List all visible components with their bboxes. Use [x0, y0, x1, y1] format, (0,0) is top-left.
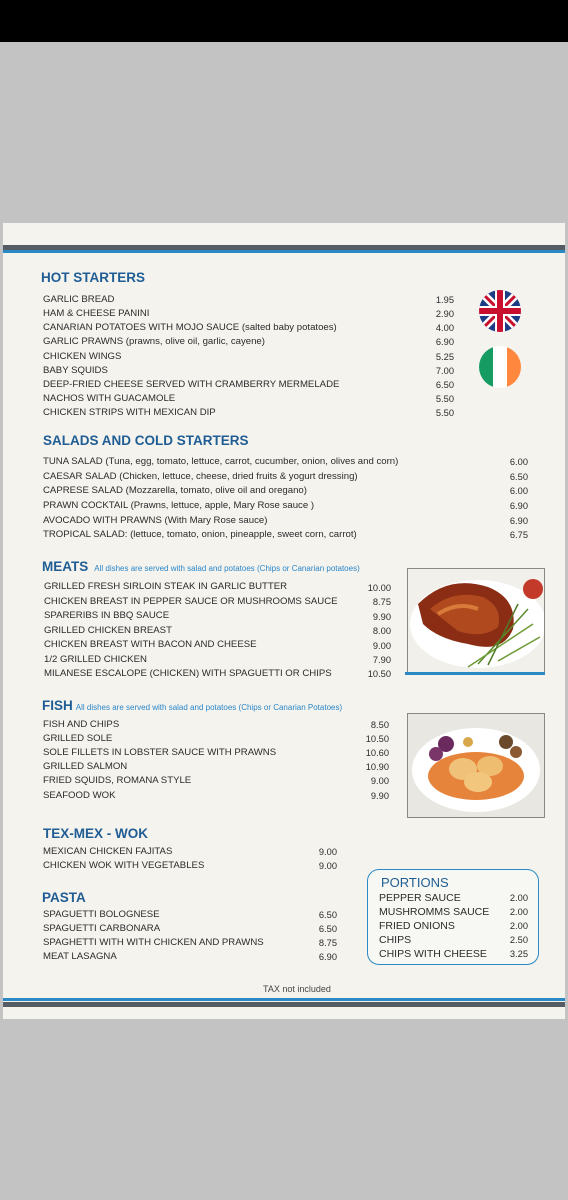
menu-item-price: 8.75: [372, 597, 391, 607]
menu-item-price: 9.00: [370, 776, 389, 786]
section-title-salads: SALADS AND COLD STARTERS: [43, 433, 249, 448]
section-title-texmex: TEX-MEX - WOK: [43, 826, 148, 841]
bottom-rule-blue: [3, 998, 565, 1001]
menu-item-price: 10.90: [365, 762, 389, 772]
menu-item-price: 1.95: [435, 295, 454, 305]
menu-item-name: CAESAR SALAD (Chicken, lettuce, cheese, dried fruits & yogurt dressing): [43, 471, 358, 482]
menu-item-name: CHICKEN WINGS: [43, 351, 122, 362]
menu-item-name: CHIPS WITH CHEESE: [379, 948, 487, 960]
menu-item-price: 10.50: [367, 669, 391, 679]
menu-item-name: SOLE FILLETS IN LOBSTER SAUCE WITH PRAWNS: [43, 747, 277, 758]
menu-item-price: 7.00: [435, 366, 454, 376]
section-title-hot-starters: HOT STARTERS: [41, 270, 145, 285]
menu-item-price: 6.50: [509, 472, 528, 482]
menu-item-name: SEAFOOD WOK: [43, 790, 116, 801]
tax-note: TAX not included: [263, 984, 331, 994]
menu-item-price: 10.60: [365, 748, 389, 758]
menu-item-name: MUSHROMMS SAUCE: [379, 906, 490, 918]
menu-item-price: 8.50: [370, 720, 389, 730]
section-title-fish: FISH All dishes are served with salad and potatoes (Chips or Canarian Potatoes): [42, 698, 343, 713]
menu-item-price: 2.50: [509, 935, 528, 945]
menu-item-price: 6.90: [509, 516, 528, 526]
menu-item-name: 1/2 GRILLED CHICKEN: [44, 654, 147, 665]
menu-item-price: 6.90: [509, 501, 528, 511]
menu-item-name: GARLIC BREAD: [43, 294, 115, 305]
menu-item-name: FISH AND CHIPS: [43, 719, 120, 730]
menu-item-name: NACHOS WITH GUACAMOLE: [43, 393, 176, 404]
menu-item-price: 9.00: [372, 641, 391, 651]
menu-item-name: CAPRESE SALAD (Mozzarella, tomato, olive oil and oregano): [43, 485, 307, 496]
menu-item-name: BABY SQUIDS: [43, 365, 108, 376]
separator-blue: [405, 672, 545, 675]
menu-item-name: CHICKEN STRIPS WITH MEXICAN DIP: [43, 407, 216, 418]
menu-item-name: CHICKEN WOK WITH VEGETABLES: [43, 860, 205, 871]
menu-item-name: GARLIC PRAWNS (prawns, olive oil, garlic, cayene): [43, 336, 265, 347]
menu-item-name: DEEP-FRIED CHEESE SERVED WITH CRAMBERRY MERMELADE: [43, 379, 340, 390]
menu-item-price: 6.50: [435, 380, 454, 390]
menu-item-name: MILANESE ESCALOPE (CHICKEN) WITH SPAGUETTI OR CHIPS: [44, 668, 332, 679]
fish-note: All dishes are served with salad and potatoes (Chips or Canarian Potatoes): [75, 703, 343, 712]
menu-item-price: 7.90: [372, 655, 391, 665]
menu-item-name: SPARERIBS IN BBQ SAUCE: [44, 610, 170, 621]
menu-item-price: 6.00: [509, 457, 528, 467]
menu-item-name: PRAWN COCKTAIL (Prawns, lettuce, apple, Mary Rose sauce ): [43, 500, 315, 511]
menu-item-name: FRIED ONIONS: [379, 920, 455, 932]
menu-item-name: MEAT LASAGNA: [43, 951, 117, 962]
menu-item-price: 6.90: [318, 952, 337, 962]
section-title-meats: MEATS All dishes are served with salad and potatoes (Chips or Canarian potatoes): [42, 559, 360, 574]
menu-item-price: 10.50: [365, 734, 389, 744]
menu-item-name: GRILLED SOLE: [43, 733, 113, 744]
menu-item-price: 10.00: [367, 583, 391, 593]
menu-item-price: 5.25: [435, 352, 454, 362]
menu-item-price: 9.00: [318, 847, 337, 857]
menu-item-price: 9.90: [372, 612, 391, 622]
menu-item-price: 2.00: [509, 907, 528, 917]
menu-item-price: 9.90: [370, 791, 389, 801]
ireland-flag-icon[interactable]: [479, 346, 521, 388]
menu-item-name: CHIPS: [379, 934, 412, 946]
menu-item-price: 6.50: [318, 924, 337, 934]
menu-item-name: MEXICAN CHICKEN FAJITAS: [43, 846, 173, 857]
menu-item-price: 6.75: [509, 530, 528, 540]
menu-item-name: TROPICAL SALAD: (lettuce, tomato, onion, pineapple, sweet corn, carrot): [43, 529, 357, 540]
menu-item-name: PEPPER SAUCE: [379, 892, 461, 904]
portions-box: [367, 869, 539, 965]
section-title-portions: PORTIONS: [381, 875, 449, 890]
menu-item-name: GRILLED FRESH SIRLOIN STEAK IN GARLIC BUTTER: [44, 581, 288, 592]
meats-note: All dishes are served with salad and potatoes (Chips or Canarian potatoes): [94, 564, 360, 573]
menu-page: [3, 223, 565, 1019]
top-rule-blue: [3, 250, 565, 253]
menu-item-price: 6.90: [435, 337, 454, 347]
menu-item-name: CANARIAN POTATOES WITH MOJO SAUCE (salted baby potatoes): [43, 322, 337, 333]
menu-item-price: 8.00: [372, 626, 391, 636]
bottom-rule-dark: [3, 1002, 565, 1007]
menu-item-price: 2.00: [509, 921, 528, 931]
menu-item-name: SPAGUETTI BOLOGNESE: [43, 909, 160, 920]
uk-flag-icon[interactable]: [479, 290, 521, 332]
menu-item-price: 8.75: [318, 938, 337, 948]
menu-item-name: GRILLED CHICKEN BREAST: [44, 625, 172, 636]
menu-item-name: SPAGHETTI WITH WITH CHICKEN AND PRAWNS: [43, 937, 264, 948]
chicken-dish-photo: [407, 568, 545, 673]
menu-item-price: 5.50: [435, 408, 454, 418]
status-bar: [0, 0, 568, 42]
menu-item-name: GRILLED SALMON: [43, 761, 128, 772]
menu-item-name: TUNA SALAD (Tuna, egg, tomato, lettuce, carrot, cucumber, onion, olives and corn): [43, 456, 399, 467]
menu-item-price: 3.25: [509, 949, 528, 959]
menu-item-price: 5.50: [435, 394, 454, 404]
fish-dish-photo: [407, 713, 545, 818]
menu-item-name: FRIED SQUIDS, ROMANA STYLE: [43, 775, 192, 786]
menu-item-price: 9.00: [318, 861, 337, 871]
menu-item-price: 6.00: [509, 486, 528, 496]
section-title-pasta: PASTA: [42, 890, 86, 905]
menu-item-price: 4.00: [435, 323, 454, 333]
menu-item-name: SPAGUETTI CARBONARA: [43, 923, 161, 934]
menu-item-price: 2.90: [435, 309, 454, 319]
menu-item-name: HAM & CHEESE PANINI: [43, 308, 150, 319]
menu-item-price: 6.50: [318, 910, 337, 920]
menu-item-price: 2.00: [509, 893, 528, 903]
menu-item-name: AVOCADO WITH PRAWNS (With Mary Rose sauce): [43, 515, 268, 526]
menu-item-name: CHICKEN BREAST IN PEPPER SAUCE OR MUSHROOMS SAUCE: [44, 596, 338, 607]
menu-item-name: CHICKEN BREAST WITH BACON AND CHEESE: [44, 639, 257, 650]
